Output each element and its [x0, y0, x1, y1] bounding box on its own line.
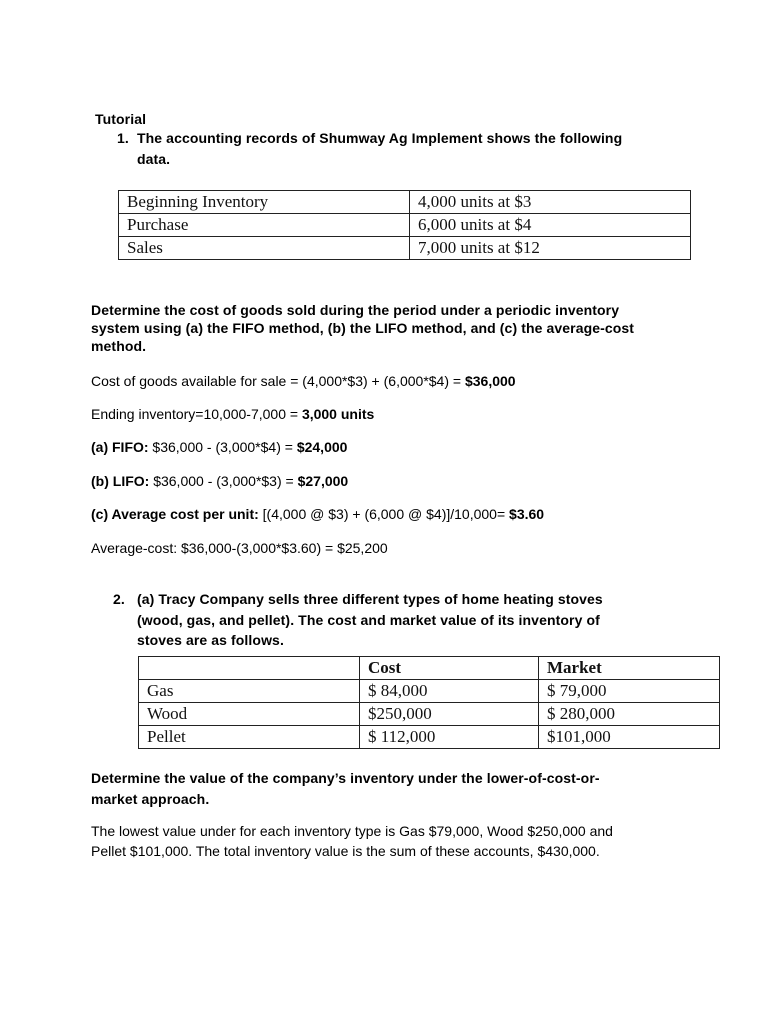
- stove-inventory-table: [138, 656, 720, 749]
- table-cell: Beginning Inventory: [119, 191, 410, 214]
- table-cell: Sales: [119, 237, 410, 260]
- table-cell: 7,000 units at $12: [410, 237, 691, 260]
- table-row: [139, 703, 720, 726]
- question-1-instruction-line2: system using (a) the FIFO method, (b) the LIFO method, and (c) the average-cost: [91, 320, 635, 336]
- table-cell: $250,000: [360, 703, 539, 726]
- average-cost-label: (c) Average cost per unit:: [91, 506, 259, 522]
- table-cell: $101,000: [539, 726, 720, 749]
- lifo-line: [91, 473, 348, 489]
- table-row: [139, 726, 720, 749]
- average-cost-value: $3.60: [509, 506, 545, 522]
- table-row: [119, 237, 691, 260]
- table-cell: Wood: [139, 703, 360, 726]
- question-1-text-line2: data.: [137, 151, 171, 167]
- table-cell: $ 84,000: [360, 680, 539, 703]
- table-cell: $ 280,000: [539, 703, 720, 726]
- average-cost-text: [(4,000 @ $3) + (6,000 @ $4)]/10,000=: [258, 506, 510, 522]
- question-1-instruction-line1: Determine the cost of goods sold during the period under a periodic inventory: [91, 302, 620, 318]
- ending-inventory-value: 3,000 units: [301, 406, 375, 422]
- table-header-row: [139, 657, 720, 680]
- table-cell: Purchase: [119, 214, 410, 237]
- question-2-text-line1: (a) Tracy Company sells three different types of home heating stoves: [137, 591, 603, 607]
- question-1-number: 1.: [117, 130, 129, 146]
- table-cell: Pellet: [139, 726, 360, 749]
- ending-inventory-line: [91, 406, 374, 422]
- fifo-value: $24,000: [296, 439, 348, 455]
- ending-inventory-text: Ending inventory=10,000-7,000 =: [91, 406, 302, 422]
- question-2-number: 2.: [113, 591, 125, 607]
- question-1-text-line1: The accounting records of Shumway Ag Implement shows the following: [137, 130, 623, 146]
- question-2-instruction-line2: market approach.: [91, 791, 210, 807]
- inventory-data-table: [118, 190, 691, 260]
- cogs-available-text: Cost of goods available for sale = (4,000*$3) + (6,000*$4) =: [91, 373, 465, 389]
- lifo-label: (b) LIFO:: [91, 473, 150, 489]
- table-cell: Gas: [139, 680, 360, 703]
- question-1-instruction-line3: method.: [91, 338, 147, 354]
- question-2-text-line2: (wood, gas, and pellet). The cost and market value of its inventory of: [137, 612, 600, 628]
- question-2-text-line3: stoves are as follows.: [137, 632, 284, 648]
- question-2-instruction-line1: Determine the value of the company’s inventory under the lower-of-cost-or-: [91, 770, 600, 786]
- page-title: Tutorial: [95, 111, 147, 127]
- table-cell: 4,000 units at $3: [410, 191, 691, 214]
- table-row: [119, 191, 691, 214]
- question-2-answer-line2: Pellet $101,000. The total inventory value is the sum of these accounts, $430,000.: [91, 843, 600, 859]
- lifo-text: $36,000 - (3,000*$3) =: [149, 473, 298, 489]
- table-header-market: Market: [539, 657, 720, 680]
- average-cost-total-line: Average-cost: $36,000-(3,000*$3.60) = $25,200: [91, 540, 388, 556]
- lifo-value: $27,000: [297, 473, 349, 489]
- average-cost-per-unit-line: [91, 506, 544, 522]
- table-row: [139, 680, 720, 703]
- table-cell: 6,000 units at $4: [410, 214, 691, 237]
- fifo-line: [91, 439, 347, 455]
- fifo-text: $36,000 - (3,000*$4) =: [148, 439, 297, 455]
- table-header-cost: Cost: [360, 657, 539, 680]
- table-cell: $ 79,000: [539, 680, 720, 703]
- question-2-answer-line1: The lowest value under for each inventory type is Gas $79,000, Wood $250,000 and: [91, 823, 613, 839]
- fifo-label: (a) FIFO:: [91, 439, 149, 455]
- table-row: [119, 214, 691, 237]
- cogs-available-value: $36,000: [464, 373, 516, 389]
- table-cell: $ 112,000: [360, 726, 539, 749]
- cogs-available-line: [91, 373, 516, 389]
- table-header-cell: [139, 657, 360, 680]
